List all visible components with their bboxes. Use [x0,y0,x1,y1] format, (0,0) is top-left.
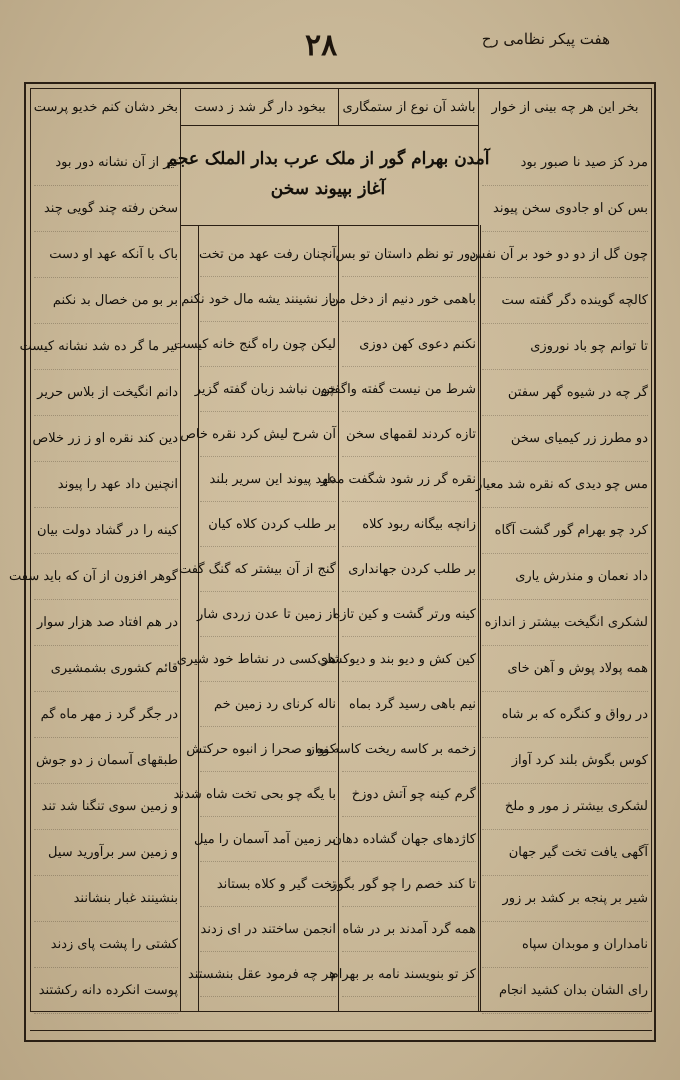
column-divider [338,88,339,126]
verse-line: زخمه بر کاسه ریخت کاسه نواز [342,727,476,772]
verse-line: همه پولاد پوش و آهن خای [482,646,648,692]
verse-line: بر زمین آمد آسمان را میل [200,817,336,862]
verse-line: نقره گر زر شود شگفت مدار [342,457,476,502]
verse-line: باز نشینند یشه مال خود نکنم [200,277,336,322]
verse-column-1 [469,140,648,1020]
verse-line: گرم کینه چو آتش دوزخ [342,772,476,817]
verse-line: داد نعمان و منذرش یاری [482,554,648,600]
verse-line: دور تو نظم داستان تو بس [342,232,476,277]
verse-line: بر بو من خصال بد نکنم [34,278,178,324]
verse-line: با یگه چو بحی تخت شاه شدند [200,772,336,817]
top-cell-4: بخر دشان کنم خدیو پرست [33,100,178,115]
verse-line: آنچنان رفت عهد من تخت [200,232,336,277]
verse-line: عهد پیوند این سریر بلند [200,457,336,502]
column-divider [480,225,481,1012]
verse-line: مس چو دیدی که نقره شد معیار [482,462,648,508]
verse-line: لشکری بیشتر ز مور و ملخ [482,784,648,830]
verse-line: قائم کشوری بشمشیری [34,646,178,692]
verse-line: انچنین داد عهد را پیوند [34,462,178,508]
verse-line: تخت گیر و کلاه بستاند [200,862,336,907]
verse-line: زانچه بیگانه ربود کلاه [342,502,476,547]
verse-line: بس کن او جادوی سخن پیوند [482,186,648,232]
verse-line: چون گل از دو دو خود بر آن نفس [482,232,648,278]
verse-line: از زمین تا عدن زردی شار [200,592,336,637]
verse-line: نکنم دعوی کهن دوزی [342,322,476,367]
verse-line: دین کند نقره او ز زر خلاص [34,416,178,462]
verse-column-4 [8,140,178,1020]
verse-line: و زمین سر برآورید سیل [34,830,178,876]
verse-line: تا کند خصم را چو گور بگور [342,862,476,907]
verse-line: تیر ما گر ده شد نشانه کیست [34,324,178,370]
verse-column-3 [173,232,336,1020]
verse-line: دو مطرز زر کیمیای سخن [482,416,648,462]
verse-line: همه گرد آمدند بر در شاه [342,907,476,952]
verse-line: کالچه گوینده دگر گفته ست [482,278,648,324]
verse-line: کوس بگوش بلند کرد آواز [482,738,648,784]
verse-line: نامداران و موبدان سپاه [482,922,648,968]
page-number: ۲۸ [305,28,338,63]
section-heading [166,125,490,223]
verse-line: در رواق و کنگره که بر شاه [482,692,648,738]
verse-line: در جگر گرد ز مهر ماه گم [34,692,178,738]
verse-line: کاژدهای جهان گشاده دهان [342,817,476,862]
verse-line: لشکری انگیخت بیشتر ز اندازه [482,600,648,646]
running-header: هفت پیکر نظامی رح [481,30,610,48]
verse-line: بر طلب کردن جهانداری [342,547,476,592]
column-divider [478,88,479,1012]
verse-line: در هم افتاد صد هزار سوار [34,600,178,646]
verse-column-2 [308,232,476,1020]
verse-line: کوه و صحرا ز انبوه حرکتش [200,727,336,772]
top-cell-1: بخر این هر چه بینی از خوار [491,100,639,115]
top-cell-3: ببخود دار گر شد ز دست [194,100,326,115]
verse-line: تازه کردند لقمهای سخن [342,412,476,457]
banner-bottom-rule [180,225,478,226]
top-cell-2: باشد آن نوع از ستمگاری [342,100,476,115]
verse-line: مرد کز صید نا صبور بود [482,140,648,186]
footer-rule [30,1030,652,1031]
verse-line: پوست انکرده دانه رکشتند [34,968,178,1014]
verse-line: سخن رفته چند گویی چند [34,186,178,232]
verse-line: تیر از آن نشانه دور بود [34,140,178,186]
verse-line: گر چه در شیوه گهر سفتن [482,370,648,416]
verse-line: هر چه فرمود عقل بنشستند [200,952,336,997]
verse-line: شرط من نیست گفته واگفتن [342,367,476,412]
verse-line: هر کسی در نشاط خود شیری [200,637,336,682]
verse-line: گوهر افزون از آن که باید سفت [34,554,178,600]
verse-line: کینه ورتر گشت و کین تازه [342,592,476,637]
verse-line: گنج از آن بیشتر که گنگ گفت [200,547,336,592]
verse-line: کین کش و دیو بند و دیوکشای [342,637,476,682]
verse-line: طبقهای آسمان ز دو جوش [34,738,178,784]
verse-line: شیر بر پنجه بر کشد بر زور [482,876,648,922]
verse-line: رای الشان بدان کشید انجام [482,968,648,1014]
verse-line: نیم باهی رسید گرد بماه [342,682,476,727]
verse-line: بر طلب کردن کلاه کیان [200,502,336,547]
verse-line: کز تو بنویسند نامه بر بهرام [342,952,476,997]
verse-line: آگهی یافت تخت گیر جهان [482,830,648,876]
verse-line: انجمن ساختند در ای زدند [200,907,336,952]
verse-line: چون نباشد زبان گفته گزیر [200,367,336,412]
heading-line-1: آمدن بهرام گور از ملک عرب بدار الملک عجم [166,149,490,169]
verse-line: لیکن چون راه گنج خانه کیست [200,322,336,367]
heading-line-2: آغاز بپیوند سخن [270,179,386,199]
verse-line: ناله کرنای رد زمین خم [200,682,336,727]
verse-line: بنشینند غبار بنشانند [34,876,178,922]
verse-line: دانم انگیخت از بلاس حریر [34,370,178,416]
verse-line: آن شرح لیش کرد نقره خاص [200,412,336,457]
verse-line: کرد چو بهرام گور گشت آگاه [482,508,648,554]
verse-line: کینه را در گشاد دولت بیان [34,508,178,554]
verse-line: و زمین سوی تنگنا شد تند [34,784,178,830]
verse-line: کشتی را پشت پای زدند [34,922,178,968]
verse-line: تا توانم چو باد نوروزی [482,324,648,370]
verse-line: باهمی خور دنیم از دخل من [342,277,476,322]
verse-line: باک با آنکه عهد او دست [34,232,178,278]
